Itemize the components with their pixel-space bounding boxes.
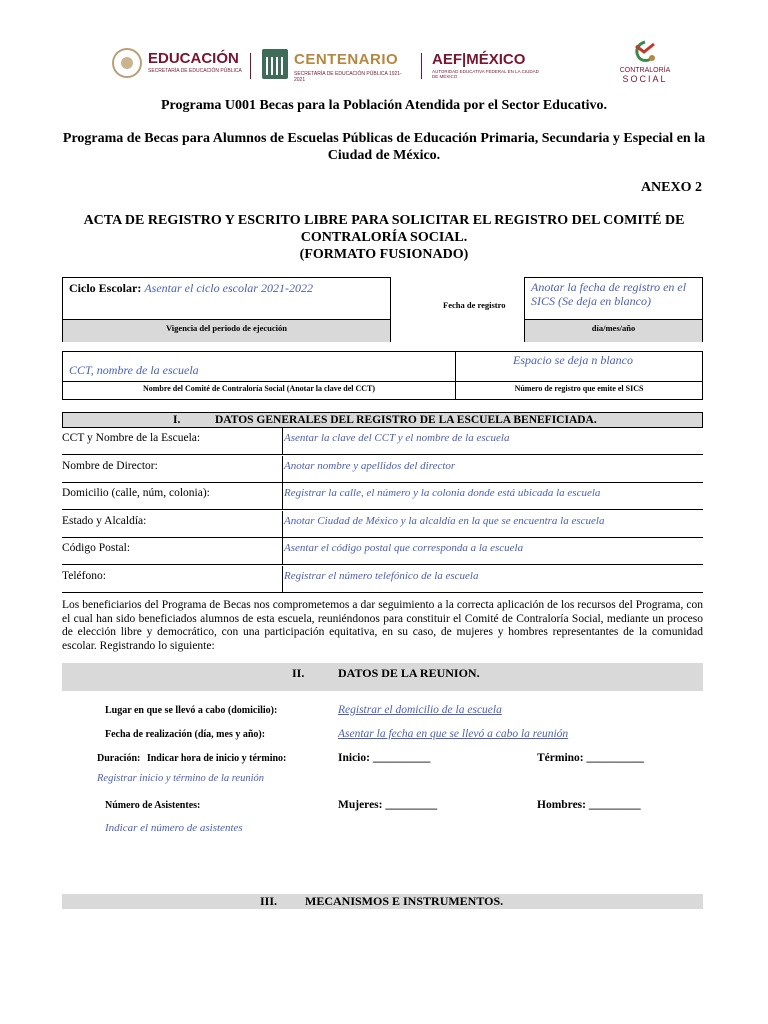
act-title-line1: ACTA DE REGISTRO Y ESCRITO LIBRE PARA SOLICITAR EL REGISTRO DEL COMITÉ DE [83, 213, 685, 228]
commitment-paragraph: Los beneficiarios del Programa de Becas nos comprometemos a dar seguimiento a la correcta aplicación de los recursos del Programa, con el cual han sido beneficiados alumnos de esta escuela, reuniéndonos para constituir el Comité de Contraloría Social, mediante un proceso de elección libre y democrático, con una participación equitativa, en su caso, de mujeres y hombres representantes de la comunidad escolar. Registrando lo siguiente: [62, 599, 703, 652]
row-value[interactable]: Registrar el número telefónico de la escuela [284, 569, 479, 582]
numero-registro-label: Número de registro que emite el SICS [514, 384, 644, 393]
fecha-registro-label: Fecha de registro [443, 300, 506, 310]
comite-label: Nombre del Comité de Contraloría Social (Anotar la clave del CCT) [142, 384, 376, 393]
column-divider [282, 428, 283, 454]
educacion-logo-name: EDUCACIÓN [148, 50, 239, 67]
column-divider [282, 511, 283, 537]
comite-box [62, 351, 703, 400]
ciclo-label: Ciclo Escolar: [69, 281, 142, 295]
contraloria-logo-line1: CONTRALORÍA [619, 67, 671, 74]
hombres-field[interactable]: Hombres: _________ [537, 799, 641, 811]
centenario-logo-sub: SECRETARÍA DE EDUCACIÓN PÚBLICA 1921-2021 [294, 71, 402, 83]
table-row [62, 428, 703, 455]
row-label: Teléfono: [62, 569, 106, 582]
vigencia-cell [63, 319, 390, 342]
contraloria-logo-name [612, 67, 678, 85]
section3-title: MECANISMOS E INSTRUMENTOS. [305, 894, 504, 908]
aef-logo [432, 51, 542, 81]
table-row [62, 566, 703, 593]
lugar-label: Lugar en que se llevó a cabo (domicilio): [105, 705, 278, 716]
fecha-registro-box [524, 277, 703, 342]
row-value[interactable]: Anotar Ciudad de México y la alcaldía en la que se encuentra la escuela [284, 514, 605, 527]
duracion-label [97, 753, 286, 764]
termino-field[interactable]: Término: __________ [537, 752, 645, 764]
vigencia-label: Vigencia del periodo de ejecución [165, 323, 288, 333]
duracion-title: Duración: [97, 753, 141, 764]
duracion-hint: Indicar hora de inicio y término: [146, 753, 287, 764]
row-label: CCT y Nombre de la Escuela: [62, 432, 201, 444]
mujeres-field[interactable]: Mujeres: _________ [338, 799, 438, 811]
row-label: Código Postal: [62, 542, 131, 554]
section2-header [62, 663, 703, 691]
section1-title: DATOS GENERALES DEL REGISTRO DE LA ESCUELA BENEFICIADA. [215, 414, 597, 426]
lugar-value[interactable]: Registrar el domicilio de la escuela [338, 704, 502, 716]
section1-header [62, 412, 703, 428]
asistentes-label: Número de Asistentes: [105, 800, 201, 811]
educacion-logo-sub: SECRETARÍA DE EDUCACIÓN PÚBLICA [148, 68, 242, 74]
cct-value[interactable]: CCT, nombre de la escuela [69, 363, 199, 377]
ciclo-row [69, 281, 313, 296]
row-value[interactable]: Asentar el código postal que corresponda a la escuela [284, 542, 524, 554]
inicio-field[interactable]: Inicio: __________ [338, 752, 431, 764]
logo-divider [421, 53, 422, 79]
section2-number: II. [292, 666, 305, 680]
fecha-realizacion-value[interactable]: Asentar la fecha en que se llevó a cabo la reunión [338, 728, 569, 740]
duracion-value[interactable]: Registrar inicio y término de la reunión [97, 773, 265, 784]
comite-hline [63, 381, 702, 382]
act-title-line2: CONTRALORÍA SOCIAL. [300, 230, 468, 245]
ciclo-value[interactable]: Asentar el ciclo escolar 2021-2022 [144, 281, 313, 295]
asistentes-value[interactable]: Indicar el número de asistentes [105, 822, 243, 834]
column-divider [282, 456, 283, 482]
annex-label: ANEXO 2 [640, 180, 702, 195]
seal-icon [112, 48, 142, 78]
contraloria-logo-line2: SOCIAL [622, 74, 668, 84]
centenario-logo-name: CENTENARIO [294, 51, 399, 68]
contraloria-social-logo [612, 40, 678, 86]
table-row [62, 538, 703, 565]
espacio-value[interactable]: Espacio se deja n blanco [513, 353, 633, 367]
row-label: Nombre de Director: [62, 459, 158, 472]
aef-logo-sub: AUTORIDAD EDUCATIVA FEDERAL EN LA CIUDAD DE MÉXICO [432, 69, 539, 79]
contraloria-mark-icon [630, 40, 660, 66]
centenario-logo [262, 49, 412, 83]
row-label: Domicilio (calle, núm, colonia): [62, 487, 210, 499]
ciclo-escolar-box [62, 277, 391, 342]
fecha-realizacion-label: Fecha de realización (día, mes y año): [105, 729, 266, 740]
educacion-logo [112, 46, 252, 86]
column-divider [282, 483, 283, 509]
logo-divider [250, 53, 251, 79]
fecha-format-label: día/mes/año [591, 323, 636, 333]
row-value[interactable]: Registrar la calle, el número y la colonia donde está ubicada la escuela [284, 487, 601, 499]
column-divider [282, 538, 283, 564]
fecha-registro-value[interactable]: Anotar la fecha de registro en el SICS (Se deja en blanco) [531, 280, 687, 308]
section2-title: DATOS DE LA REUNION. [338, 666, 480, 680]
section1-number: I. [173, 414, 181, 426]
act-title-line3: (FORMATO FUSIONADO) [299, 247, 469, 262]
table-row [62, 511, 703, 538]
table-row [62, 456, 703, 483]
row-value[interactable]: Asentar la clave del CCT y el nombre de la escuela [284, 432, 510, 444]
building-icon [262, 49, 288, 79]
subprogram-title: Programa de Becas para Alumnos de Escuelas Públicas de Educación Primaria, Secundaria y Especial en la Ciudad de México. [62, 131, 706, 163]
row-label: Estado y Alcaldía: [62, 514, 147, 527]
section3-header [62, 894, 703, 909]
section3-number: III. [260, 894, 278, 908]
row-value[interactable]: Anotar nombre y apellidos del director [284, 459, 456, 472]
table-row [62, 483, 703, 510]
fecha-format-cell [525, 319, 702, 342]
aef-logo-name: AEF|MÉXICO [432, 51, 526, 68]
column-divider [282, 566, 283, 592]
program-title: Programa U001 Becas para la Población Atendida por el Sector Educativo. [160, 98, 608, 113]
